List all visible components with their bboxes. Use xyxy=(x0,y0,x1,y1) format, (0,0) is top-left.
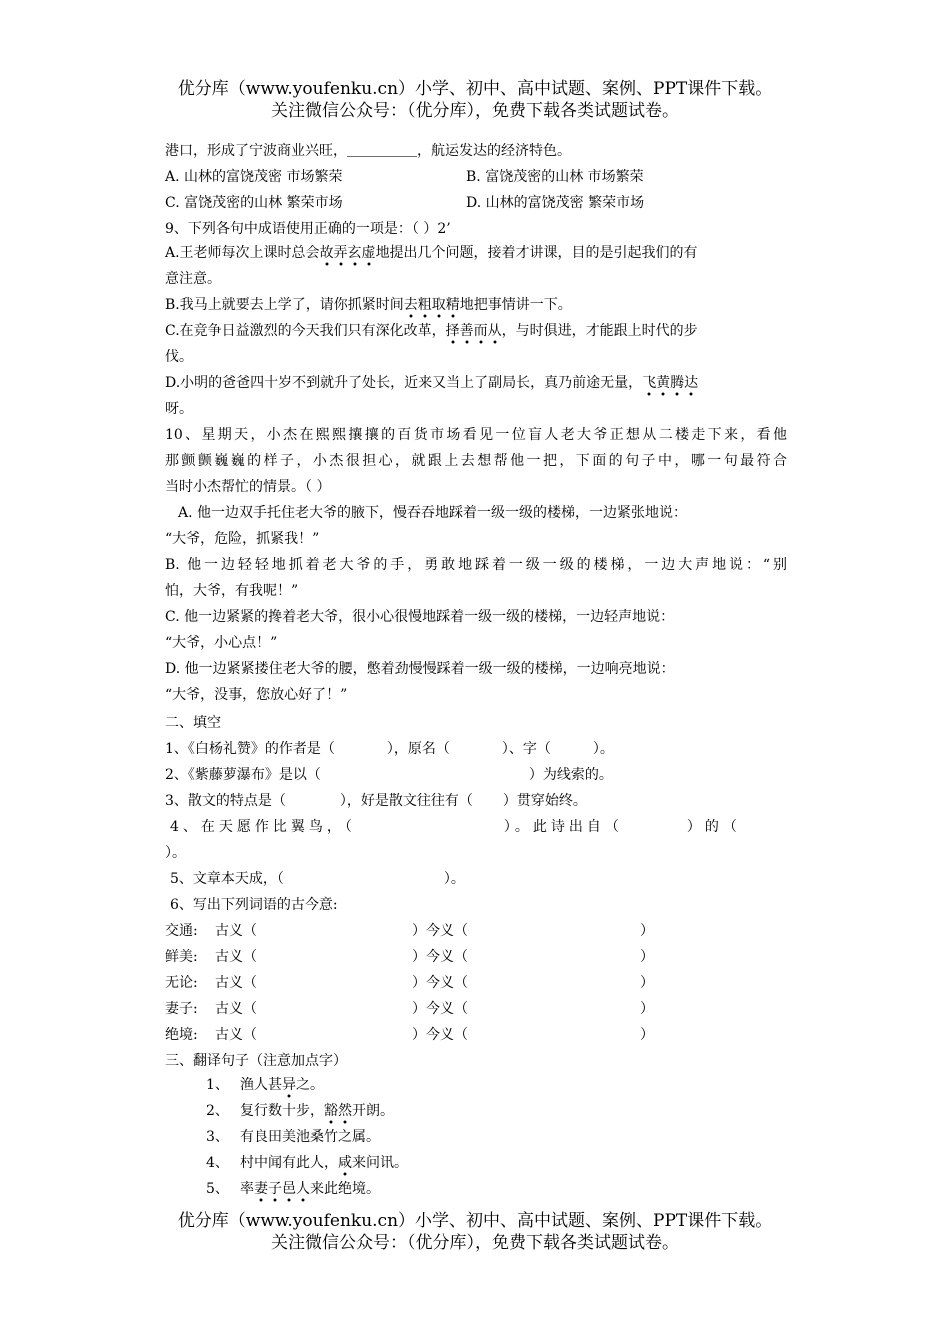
q10-option-a-line2: “大爷，危险，抓紧我！” xyxy=(165,531,320,547)
fill-q2-text: 2、《紫藤萝瀑布》是以（ xyxy=(165,767,321,783)
dotted-word: 妻子邑人 xyxy=(254,1181,310,1202)
fill-q1-text: 1、《白杨礼赞》的作者是（ xyxy=(165,741,335,757)
word-row xyxy=(165,922,787,940)
q9-a-text-cont: 地提出几个问题，接着才讲课，目的是引起我们的有 xyxy=(375,245,698,261)
item-number: 1、 xyxy=(206,1077,229,1093)
word-ancient: 古义（ xyxy=(215,949,257,965)
word-modern: ）今义（ xyxy=(412,1001,468,1017)
translate-item xyxy=(206,1076,828,1094)
word-ancient: 古义（ xyxy=(215,975,257,991)
q8-option-a: A. 山林的富饶茂密 市场繁荣 xyxy=(165,169,343,185)
q9-b-idiom: 去粗取精 xyxy=(404,297,460,318)
fill-q6: 6、写出下列词语的古今意: xyxy=(170,897,338,913)
q10-stem-line3: 当时小杰帮忙的情景。（ ） xyxy=(165,479,331,495)
q9-option-d-line1 xyxy=(165,374,787,392)
q9-option-a-line1 xyxy=(165,244,787,262)
q10-option-b-line2: 怕，大爷，有我呢！” xyxy=(165,583,299,599)
fill-q4-text-3: ）的（ xyxy=(686,819,741,835)
sentence-text-cont: 之。 xyxy=(296,1077,324,1093)
word-label: 鲜美: xyxy=(165,949,198,965)
q9-option-b xyxy=(165,296,787,314)
sentence-text: 村中闻有此人， xyxy=(240,1155,338,1171)
q10-option-c-line1: C. 他一边紧紧的搀着老大爷，很小心很慢地踩着一级一级的楼梯，一边轻声地说： xyxy=(165,609,675,625)
word-close: ） xyxy=(640,1027,654,1043)
word-close: ） xyxy=(640,923,654,939)
sentence-text-cont: 来问讯。 xyxy=(352,1155,408,1171)
sentence-text: 复行数十步， xyxy=(240,1103,324,1119)
fill-q3 xyxy=(165,792,787,810)
dotted-word: 咸 xyxy=(338,1155,352,1176)
word-ancient: 古义（ xyxy=(215,923,257,939)
q9-option-c-line2: 伐。 xyxy=(165,349,193,365)
sentence-text: 率 xyxy=(240,1181,254,1197)
word-row xyxy=(165,974,787,992)
header-line-1: 优分库（www.youfenku.cn）小学、初中、高中试题、案例、PPT课件下载。 xyxy=(177,79,773,99)
fill-q4-text: 4、在天愿作比翼鸟，（ xyxy=(170,819,356,835)
q9-option-d-line2: 呀。 xyxy=(165,401,193,417)
q9-c-text-cont: ，与时俱进，才能跟上时代的步 xyxy=(501,323,698,339)
dotted-word: 豁然 xyxy=(324,1103,352,1124)
word-row xyxy=(165,1000,787,1018)
section-2-title: 二、填空 xyxy=(165,715,221,731)
sentence-text: 有良田美池桑竹之属。 xyxy=(240,1129,380,1145)
word-close: ） xyxy=(640,975,654,991)
fill-q3-text-3: ）贯穿始终。 xyxy=(502,793,587,809)
q9-b-text: B.我马上就要去上学了，请你抓紧时间 xyxy=(165,297,404,313)
q8-option-d: D. 山林的富饶茂密 繁荣市场 xyxy=(466,195,645,211)
footer-line-2: 关注微信公众号：（优分库），免费下载各类试题试卷。 xyxy=(271,1233,679,1253)
item-number: 5、 xyxy=(206,1181,229,1197)
section-3-title: 三、翻译句子（注意加点字） xyxy=(165,1053,347,1069)
word-label: 无论: xyxy=(165,975,198,991)
item-number: 4、 xyxy=(206,1155,229,1171)
sentence-text-cont: 来此绝境。 xyxy=(310,1181,380,1197)
sentence-text: 渔人甚 xyxy=(240,1077,282,1093)
q9-a-idiom: 故弄玄虚 xyxy=(320,245,376,266)
translate-item xyxy=(206,1128,828,1146)
word-close: ） xyxy=(640,949,654,965)
word-ancient: 古义（ xyxy=(215,1001,257,1017)
q10-option-b-line1: B. 他一边轻轻地抓着老大爷的手，勇敢地踩着一级一级的楼梯，一边大声地说：“别 xyxy=(165,557,787,573)
footer-line-1: 优分库（www.youfenku.cn）小学、初中、高中试题、案例、PPT课件下载。 xyxy=(177,1211,773,1231)
fill-q2 xyxy=(165,766,787,784)
q10-stem-line2: 那颤颤巍巍的样子，小杰很担心，就跟上去想帮他一把，下面的句子中，哪一句最符合 xyxy=(165,453,787,469)
fill-q3-text: 3、散文的特点是（ xyxy=(165,793,286,809)
q9-b-text-cont: 地把事情讲一下。 xyxy=(459,297,572,313)
q8-options-cd xyxy=(165,194,787,212)
fill-q1-text-4: ）。 xyxy=(592,741,614,757)
fill-q4-text-2: ）。此诗出自（ xyxy=(503,819,623,835)
q8-option-b: B. 富饶茂密的山林 市场繁荣 xyxy=(466,169,644,185)
sentence-text-cont: 开朗。 xyxy=(352,1103,394,1119)
word-label: 妻子: xyxy=(165,1001,198,1017)
fill-q3-text-2: ），好是散文往往有（ xyxy=(339,793,473,809)
word-close: ） xyxy=(640,1001,654,1017)
fill-q5 xyxy=(170,870,792,888)
fill-q2-text-2: ）为线索的。 xyxy=(528,767,613,783)
word-ancient: 古义（ xyxy=(215,1027,257,1043)
q9-d-text: D.小明的爸爸四十岁不到就升了处长，近来又当上了副局长，真乃前途无量， xyxy=(165,375,643,391)
dotted-word: 异 xyxy=(282,1077,296,1098)
word-modern: ）今义（ xyxy=(412,1027,468,1043)
fill-q4 xyxy=(170,818,792,836)
q10-stem-line1: 10、星期天，小杰在熙熙攘攘的百货市场看见一位盲人老大爷正想从二楼走下来，看他 xyxy=(165,427,787,443)
q10-option-a-line1: A. 他一边双手托住老大爷的腋下，慢吞吞地踩着一级一级的楼梯，一边紧张地说： xyxy=(178,505,688,521)
q8-option-c: C. 富饶茂密的山林 繁荣市场 xyxy=(165,195,343,211)
fill-q5-text: 5、文章本天成，（ xyxy=(170,871,284,887)
q10-option-d-line1: D. 他一边紧紧搂住老大爷的腰，憋着劲慢慢踩着一级一级的楼梯，一边响亮地说： xyxy=(165,661,675,677)
fill-q4-line2: ）。 xyxy=(165,845,186,861)
q9-option-a-line2: 意注意。 xyxy=(165,271,221,287)
translate-item xyxy=(206,1154,828,1172)
word-modern: ）今义（ xyxy=(412,975,468,991)
word-label: 交通: xyxy=(165,923,198,939)
header-line-2: 关注微信公众号：（优分库），免费下载各类试题试卷。 xyxy=(271,101,679,121)
q9-c-text: C.在竞争日益激烈的今天我们只有深化改革， xyxy=(165,323,446,339)
q9-c-idiom: 择善而从 xyxy=(446,323,502,344)
word-modern: ）今义（ xyxy=(412,923,468,939)
translate-item xyxy=(206,1180,828,1198)
fill-q1-text-3: ）、字（ xyxy=(501,741,551,757)
fill-q1-text-2: ），原名（ xyxy=(386,741,450,757)
fill-q1 xyxy=(165,740,787,758)
item-number: 3、 xyxy=(206,1129,229,1145)
item-number: 2、 xyxy=(206,1103,229,1119)
q9-d-idiom: 飞黄腾达 xyxy=(642,375,698,396)
word-row xyxy=(165,1026,787,1044)
word-modern: ）今义（ xyxy=(412,949,468,965)
q10-option-c-line2: “大爷，小心点！” xyxy=(165,635,278,651)
fill-q5-text-2: ）。 xyxy=(443,871,465,887)
q9-option-c-line1 xyxy=(165,322,787,340)
q8-stem: 港口，形成了宁波商业兴旺，＿＿＿＿＿，航运发达的经济特色。 xyxy=(165,143,571,159)
q9-a-text: A.王老师每次上课时总会 xyxy=(165,245,320,261)
word-row xyxy=(165,948,787,966)
q9-stem: 9、下列各句中成语使用正确的一项是：（ ）2’ xyxy=(165,221,451,237)
q10-option-d-line2: “大爷，没事，您放心好了！” xyxy=(165,687,348,703)
word-label: 绝境: xyxy=(165,1027,198,1043)
translate-item xyxy=(206,1102,828,1120)
q8-options-ab xyxy=(165,168,787,186)
